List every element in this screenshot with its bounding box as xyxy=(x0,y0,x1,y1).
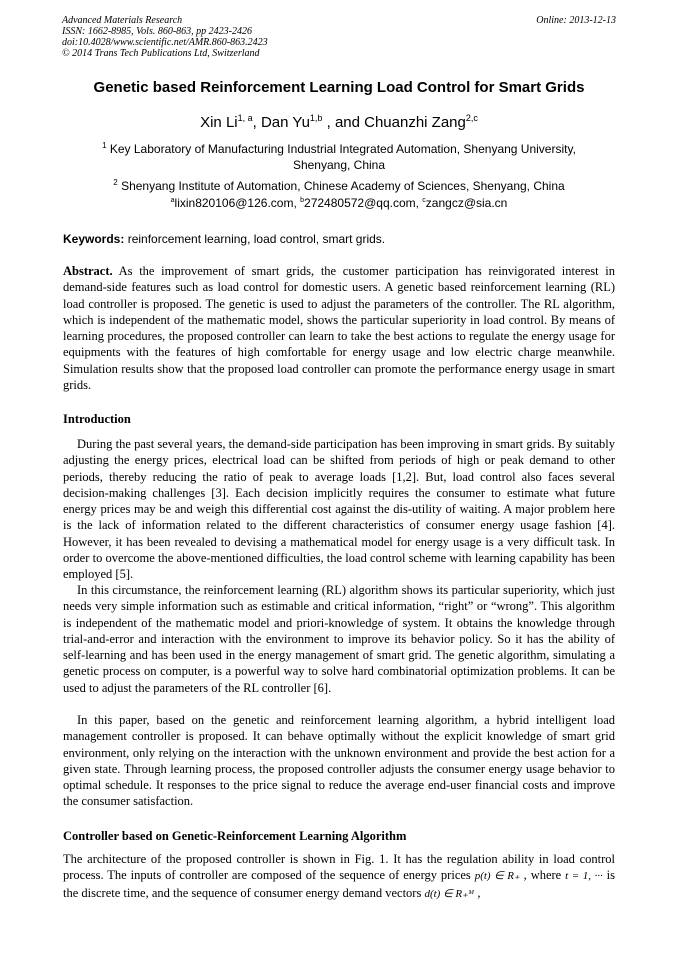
paper-title: Genetic based Reinforcement Learning Load Control for Smart Grids xyxy=(93,79,585,96)
email-a-sup: a xyxy=(170,197,175,204)
email-line xyxy=(0,196,678,210)
copyright-line: © 2014 Trans Tech Publications Ltd, Switzerland xyxy=(62,48,260,59)
author-3: , and Chuanzhi Zang xyxy=(322,114,466,131)
intro-paragraph-3: In this paper, based on the genetic and reinforcement learning algorithm, a hybrid intelligent load management controller is proposed. It can behave optimally without the explicit knowledge of smart grid environment, only relying on the interaction with the unknown environment and provide the best action for a given state. Through learning process, the proposed controller adjusts the consumer energy usage behavior to optimal schedule. It responses to the price signal to reduce the average end-user financial costs and improve the consumer satisfaction. xyxy=(63,713,615,809)
issn-line: ISSN: 1662-8985, Vols. 860-863, pp 2423-2426 xyxy=(62,26,252,37)
abstract xyxy=(63,263,615,393)
introduction-heading: Introduction xyxy=(63,412,131,426)
online-date: Online: 2013-12-13 xyxy=(536,15,616,26)
author-2-sup: 1,b xyxy=(309,113,323,123)
abstract-text: As the improvement of smart grids, the customer participation has reinvigorated interest in demand-side features such as load control for domestic users. A genetic based reinforcement learning (RL) load controller is proposed. The genetic is used to adjust the parameters of the controller. The RL algorithm, which is independent of the mathematic model, shows the particular superiority in load control. By means of learning procedures, the proposed controller can learn to take the best actions to regulate the energy usage for equipments with the features of high comfortable for energy usage and low electric charge meanwhile. Simulation results show that the proposed load controller can promote the performance energy usage in smart grids. xyxy=(63,264,615,393)
email-3: zangcz@sia.cn xyxy=(425,196,508,210)
abstract-label: Abstract. xyxy=(63,264,113,278)
controller-text-2: , where xyxy=(519,868,566,883)
author-3-sup: 2,c xyxy=(465,113,478,123)
intro-paragraph-1: During the past several years, the demand-side participation has been improving in smart grids. By suitably adjusting the energy prices, electrical load can be shifted from periods of high or peak demand to other periods, thereby reducing the ratio of peak to average loads [1,2]. But, load control also faces several decision-making challenges [3]. Each decision implicitly requires the consumer to estimate what future energy prices may be and weigh this differential cost against the dis-utility of waiting. A major problem here is the lack of information related to the different characteristics of consumer energy usage fashion [4]. However, it has been revealed to devising a mathematical model for energy usage is a very difficult task. In order to overcome the above-mentioned difficulties, the load control scheme with learning capability has been employed [5]. xyxy=(63,437,615,582)
keywords-text: reinforcement learning, load control, smart grids. xyxy=(124,232,386,246)
email-c-sup: c xyxy=(422,197,426,204)
affiliation-2 xyxy=(60,175,618,194)
author-1: Xin Li xyxy=(200,114,238,131)
doi-line: doi:10.4028/www.scientific.net/AMR.860-863.2423 xyxy=(62,37,268,48)
math-time: t = 1, ··· xyxy=(565,870,603,883)
keywords xyxy=(63,232,385,246)
author-1-sup: 1, a xyxy=(237,113,253,123)
controller-heading: Controller based on Genetic-Reinforcement Learning Algorithm xyxy=(63,829,407,843)
affiliation-1 xyxy=(80,138,598,173)
email-2: 272480572@qq.com, xyxy=(304,196,423,210)
email-b-sup: b xyxy=(300,197,305,204)
controller-text-4: , xyxy=(474,885,481,900)
keywords-label: Keywords: xyxy=(63,232,125,246)
affiliation-2-text: Shenyang Institute of Automation, Chinese Academy of Sciences, Shenyang, China xyxy=(121,179,565,193)
journal-header xyxy=(62,15,616,59)
math-demand: d(t) ∈ R₊ᴹ xyxy=(424,887,475,900)
author-2: , Dan Yu xyxy=(252,114,310,131)
controller-text-1: The architecture of the proposed controller is shown in Fig. 1. It has the regulation ability in load control process. The inputs of controller are composed of the sequence of energy prices xyxy=(63,852,615,883)
controller-text-3: is the discrete time, and the sequence of consumer energy demand vectors xyxy=(63,868,615,900)
journal-name: Advanced Materials Research xyxy=(62,15,183,26)
email-1: lixin820106@126.com, xyxy=(174,196,301,210)
affiliation-1-text: Key Laboratory of Manufacturing Industrial Integrated Automation, Shenyang University, Shenyang, China xyxy=(109,142,576,172)
math-price: p(t) ∈ R₊ xyxy=(474,870,520,883)
intro-paragraph-2: In this circumstance, the reinforcement learning (RL) algorithm shows its particular superiority, which just needs very simple information such as estimable and critical information, “right” or “wrong”. This algorithm is independent of the mathematic model and priori-knowledge of system. It obtains the knowledge through trial-and-error and interaction with the environment to improve its behavior policy. So it has the ability of self-learning and has been used in the energy management of smart grid. The genetic algorithm, simulating a genetic process on computer, is a powerful way to solve hard combinatorial optimization problems. It can be used to adjust the parameters of the RL controller [6]. xyxy=(63,583,615,695)
affiliation-1-sup: 1 xyxy=(102,141,107,150)
affiliation-2-sup: 2 xyxy=(113,178,118,187)
author-line xyxy=(0,113,678,131)
controller-paragraph xyxy=(63,851,615,902)
